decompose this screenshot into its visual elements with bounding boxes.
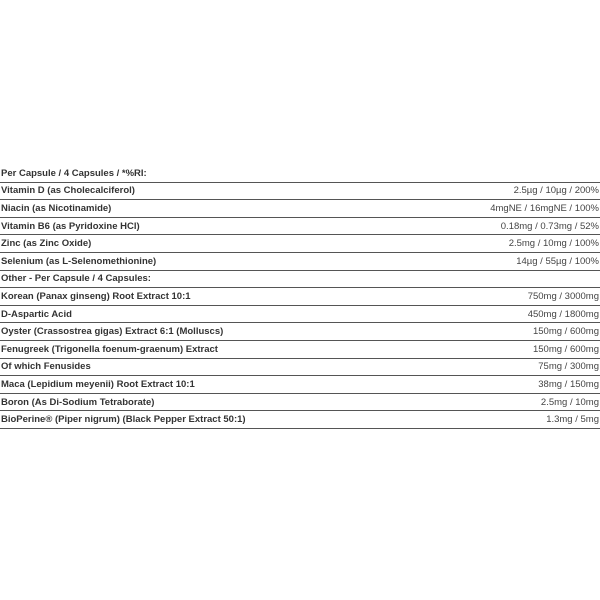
ingredient-value: 150mg / 600mg	[532, 326, 599, 338]
other-header-row	[0, 271, 600, 289]
ingredient-value: 750mg / 3000mg	[527, 290, 599, 302]
table-row	[0, 253, 600, 271]
table-row	[0, 306, 600, 324]
ingredient-value: 2.5mg / 10mg	[540, 396, 599, 408]
ingredient-value: 150mg / 600mg	[532, 343, 599, 355]
ingredient-value: 2.5mg / 10mg / 100%	[508, 238, 599, 250]
ingredient-value: 0.18mg / 0.73mg / 52%	[500, 220, 599, 232]
ingredient-name: Of which Fenusides	[1, 361, 91, 373]
ingredient-value: 75mg / 300mg	[538, 361, 599, 373]
ingredient-name: Vitamin B6 (as Pyridoxine HCl)	[1, 220, 140, 232]
table-row	[0, 235, 600, 253]
table-row	[0, 323, 600, 341]
table-row	[0, 218, 600, 236]
table-row	[0, 288, 600, 306]
table-row	[0, 376, 600, 394]
ingredient-value: 450mg / 1800mg	[527, 308, 599, 320]
ingredient-name: BioPerine® (Piper nigrum) (Black Pepper Extract 50:1)	[1, 414, 246, 426]
ingredient-name: D-Aspartic Acid	[1, 308, 72, 320]
ingredient-name: Niacin (as Nicotinamide)	[1, 202, 112, 214]
ingredient-value: 1.3mg / 5mg	[546, 414, 599, 426]
ingredient-value: 4mgNE / 16mgNE / 100%	[490, 202, 599, 214]
ingredient-name: Selenium (as L-Selenomethionine)	[1, 255, 157, 267]
table-row	[0, 183, 600, 201]
ingredient-name: Zinc (as Zinc Oxide)	[1, 238, 92, 250]
per-capsule-header: Per Capsule / 4 Capsules / *%RI:	[1, 167, 147, 179]
ingredient-name: Vitamin D (as Cholecalciferol)	[1, 185, 135, 197]
ingredient-value: 38mg / 150mg	[538, 378, 599, 390]
ingredient-name: Boron (As Di-Sodium Tetraborate)	[1, 396, 155, 408]
table-row	[0, 200, 600, 218]
ingredient-name: Maca (Lepidium meyenii) Root Extract 10:1	[1, 378, 195, 390]
table-row	[0, 341, 600, 359]
nutrition-table	[0, 165, 600, 429]
other-header: Other - Per Capsule / 4 Capsules:	[1, 273, 151, 285]
ingredient-name: Fenugreek (Trigonella foenum-graenum) Extract	[1, 343, 218, 355]
table-row	[0, 359, 600, 377]
per-capsule-header-row	[0, 165, 600, 183]
ingredient-value: 2.5µg / 10µg / 200%	[513, 185, 599, 197]
table-row	[0, 394, 600, 412]
ingredient-name: Korean (Panax ginseng) Root Extract 10:1	[1, 290, 191, 302]
ingredient-value: 14µg / 55µg / 100%	[516, 255, 599, 267]
table-row	[0, 411, 600, 429]
ingredient-name: Oyster (Crassostrea gigas) Extract 6:1 (Molluscs)	[1, 326, 224, 338]
